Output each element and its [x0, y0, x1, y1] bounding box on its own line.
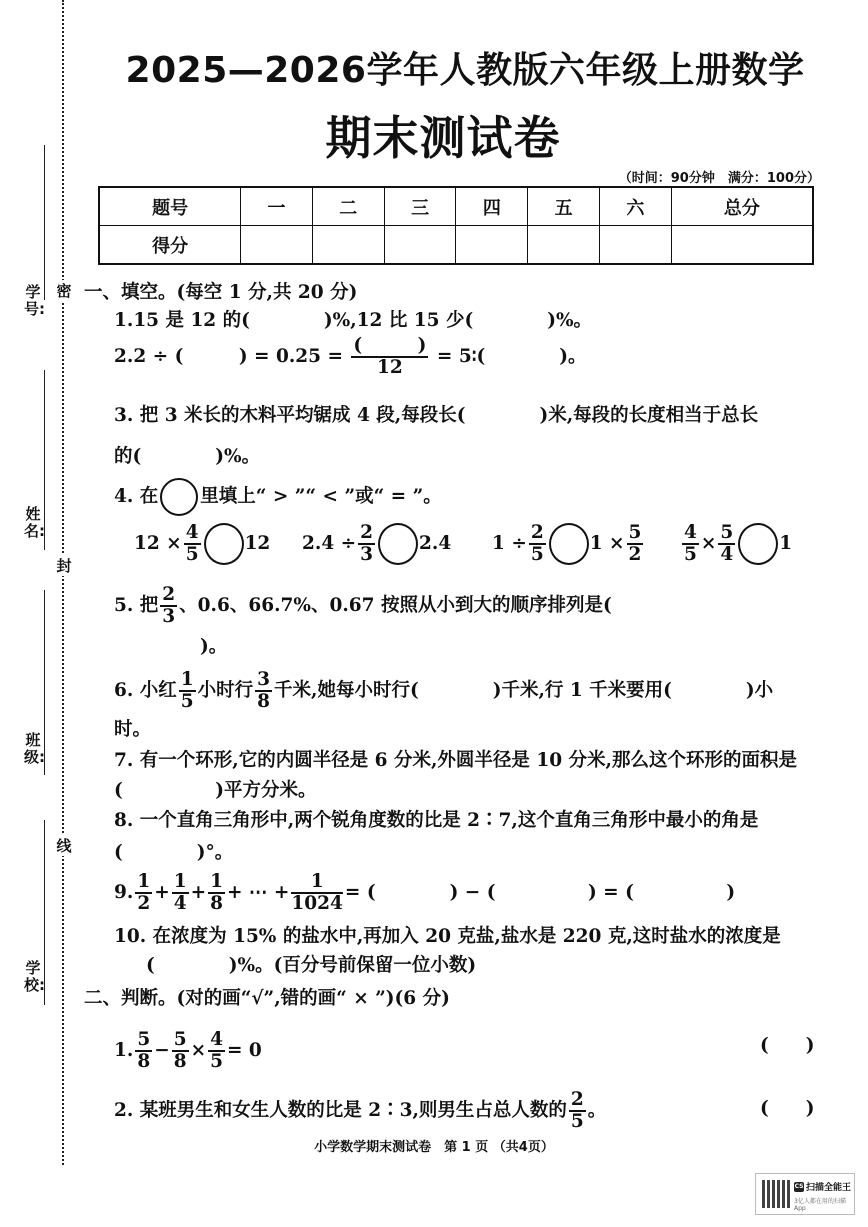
denominator: 2 [137, 893, 151, 914]
denominator: 3 [360, 544, 374, 565]
denominator: 4 [720, 544, 734, 565]
camscanner-logo-icon: CS [794, 1183, 804, 1190]
exam-subtitle: 期末测试卷 [325, 111, 561, 165]
question-3-line1: 3. 把 3 米长的木料平均锯成 4 段,每段长( )米,每段的长度相当于总长 [114, 405, 759, 426]
numerator: 2 [570, 1089, 584, 1110]
circle-blank-icon [160, 478, 198, 516]
judge-1-fraction [208, 1030, 225, 1072]
judge-1-fraction [135, 1030, 152, 1072]
denominator: 5 [210, 1051, 223, 1072]
denominator: 5 [570, 1111, 584, 1132]
compare-circle[interactable] [378, 523, 418, 565]
numerator: 1 [173, 871, 187, 892]
question-9: 9. $\frac{1}{2}$ + $\frac{1}{4}$ + $\frac{1}{8}$ + ⋯ + $\frac{1}{1024}$ = ( ) − ( ) = ( ) [114, 871, 736, 914]
judge-2-text: 。 [587, 1100, 607, 1121]
q9-text: + ⋯ + [226, 882, 290, 903]
question-10-line2: ( )%。(百分号前保留一位小数) [146, 955, 477, 976]
q2-part-a: 2.2 ÷ ( ) = 0.25 = [114, 346, 343, 367]
score-table-col: 一 [241, 187, 313, 226]
denominator: 8 [173, 1051, 187, 1072]
judge-1: 1. $\frac{5}{8}$ − $\frac{5}{8}$ × $\frac{4}{5}$ = 0 [114, 1029, 262, 1072]
denominator: 5 [185, 544, 199, 565]
q6-text: 小时行 [197, 680, 254, 701]
q4-fraction [682, 523, 699, 565]
q9-text: 9. [114, 882, 134, 903]
judge-1-text: = 0 [226, 1040, 262, 1061]
question-6-line2: 时。 [114, 719, 152, 740]
compare-circle[interactable] [204, 523, 244, 565]
judge-2 [114, 1090, 606, 1132]
denominator: 5 [530, 544, 544, 565]
denominator: 8 [137, 1051, 151, 1072]
q4-intro-a: 4. 在 [114, 486, 159, 507]
q5-text: 5. 把 [114, 595, 159, 616]
denominator: 4 [173, 893, 187, 914]
q2-fraction [351, 336, 428, 378]
q4-fraction [627, 523, 644, 565]
numerator: 5 [137, 1029, 151, 1050]
score-table-col: 五 [528, 187, 600, 226]
score-cell[interactable] [599, 226, 671, 265]
q9-fraction [291, 872, 343, 914]
numerator: 1 [137, 871, 151, 892]
question-7-line2: ( )平方分米。 [114, 780, 317, 801]
compare-circle[interactable] [549, 523, 589, 565]
q9-fraction [172, 872, 189, 914]
q4-item-4 [680, 523, 792, 565]
page-footer: 小学数学期末测试卷 第 1 页 （共4页） [314, 1140, 554, 1155]
exam-meta: （时间：90分钟 满分：100分） [618, 171, 820, 186]
q4-fraction [358, 523, 375, 565]
q5-text: 、0.6、66.7%、0.67 按照从小到大的顺序排列是( [179, 595, 612, 616]
q4-item-text: 1 × [589, 533, 625, 554]
student-id-label: 学号: [24, 283, 45, 318]
numerator: 2 [530, 522, 544, 543]
student-id-line [44, 145, 45, 300]
question-6 [114, 670, 773, 712]
numerator: 3 [257, 669, 271, 690]
q9-fraction [208, 872, 225, 914]
q6-text: 6. 小红 [114, 680, 177, 701]
q2-numerator: ( ) [353, 335, 427, 356]
q4-fraction [529, 523, 546, 565]
numerator: 4 [684, 522, 697, 543]
question-7-line1: 7. 有一个环形,它的内圆半径是 6 分米,外圆半径是 10 分米,那么这个环形的面积是 [114, 750, 797, 771]
judge-1-answer-blank[interactable]: ( ) [760, 1035, 815, 1056]
scanner-brand: 扫描全能王 [806, 1183, 852, 1193]
q4-item-text: × [700, 533, 717, 554]
numerator: 5 [173, 1029, 187, 1050]
question-8-line1: 8. 一个直角三角形中,两个锐角度数的比是 2∶7,这个直角三角形中最小的角是 [114, 810, 759, 831]
numerator: 1 [180, 669, 194, 690]
q4-item-text: 2.4 [419, 533, 452, 554]
question-10-line1: 10. 在浓度为 15% 的盐水中,再加入 20 克盐,盐水是 220 克,这时盐水的浓度是 [114, 926, 781, 947]
school-label: 学校: [24, 959, 45, 994]
judge-1-fraction [172, 1030, 189, 1072]
q4-fraction [718, 523, 735, 565]
score-table [98, 186, 814, 265]
score-table-col: 二 [312, 187, 384, 226]
q2-denominator: 12 [377, 357, 403, 378]
exam-title: 2025—2026学年人教版六年级上册数学 [125, 50, 805, 91]
q6-fraction [179, 670, 196, 712]
q6-text: 千米,她每小时行( )千米,行 1 千米要用( )小 [274, 680, 774, 701]
score-table-score-row [99, 226, 813, 265]
question-8-line2: ( )°。 [114, 842, 234, 863]
score-table-col: 六 [599, 187, 671, 226]
seal-char-mi: 密 [56, 282, 72, 300]
section2-title: 二、判断。(对的画“√”,错的画“ × ”)(6 分) [84, 988, 450, 1009]
denominator: 5 [684, 544, 697, 565]
q4-item-text: 12 × [134, 533, 182, 554]
q9-text: = ( ) − ( ) = ( ) [344, 882, 736, 903]
question-4-intro [114, 478, 442, 516]
judge-1-text: 1. [114, 1040, 134, 1061]
score-table-header-label: 题号 [99, 187, 241, 226]
numerator: 4 [210, 1029, 223, 1050]
compare-circle[interactable] [738, 523, 778, 565]
question-1: 1.15 是 12 的( )%,12 比 15 少( )%。 [114, 310, 593, 331]
judge-2-answer-blank[interactable]: ( ) [760, 1098, 815, 1119]
section1-title: 一、填空。(每空 1 分,共 20 分) [84, 282, 358, 303]
score-table-col: 总分 [671, 187, 813, 226]
numerator: 2 [162, 584, 176, 605]
q4-item-1 [134, 523, 270, 565]
q4-item-3 [492, 523, 645, 565]
numerator: 1 [210, 871, 223, 892]
score-cell[interactable] [671, 226, 813, 265]
denominator: 8 [257, 691, 271, 712]
q6-fraction [255, 670, 272, 712]
seal-char-feng: 封 [56, 557, 72, 575]
numerator: 1 [291, 872, 343, 894]
q4-intro-b: 里填上“ > ”“ < ”或“ = ”。 [200, 486, 442, 507]
q4-item-text: 1 [779, 533, 793, 554]
score-table-col: 四 [456, 187, 528, 226]
q4-item-text: 1 ÷ [492, 533, 527, 554]
scanner-watermark [755, 1173, 855, 1215]
q2-part-b: = 5∶( )。 [436, 346, 587, 367]
judge-2-fraction [569, 1090, 586, 1132]
q4-item-text: 12 [244, 533, 271, 554]
score-cell[interactable] [528, 226, 600, 265]
score-table-header-row [99, 187, 813, 226]
score-cell[interactable] [312, 226, 384, 265]
scanner-tagline: 3亿人都在用的扫描App [794, 1198, 846, 1212]
denominator: 3 [162, 606, 176, 627]
denominator: 5 [180, 691, 194, 712]
q4-item-2 [302, 523, 451, 565]
q4-item-text: 2.4 ÷ [302, 533, 357, 554]
question-5 [114, 585, 612, 627]
question-5-line2: )。 [200, 636, 228, 657]
score-cell[interactable] [384, 226, 456, 265]
score-cell[interactable] [241, 226, 313, 265]
score-row-label: 得分 [99, 226, 241, 265]
question-3-line2: 的( )%。 [114, 446, 261, 467]
q5-fraction [160, 585, 177, 627]
score-table-col: 三 [384, 187, 456, 226]
q4-fraction [184, 523, 201, 565]
score-cell[interactable] [456, 226, 528, 265]
binding-dotted-line [62, 0, 64, 1165]
numerator: 4 [185, 522, 199, 543]
seal-char-xian: 线 [56, 837, 72, 855]
qr-code-icon [762, 1180, 790, 1208]
judge-2-text: 2. 某班男生和女生人数的比是 2∶3,则男生占总人数的 [114, 1100, 567, 1121]
numerator: 2 [360, 522, 374, 543]
denominator: 8 [210, 893, 223, 914]
numerator: 5 [720, 522, 734, 543]
denominator: 2 [628, 544, 642, 565]
numerator: 5 [628, 522, 642, 543]
question-2 [114, 336, 587, 378]
q9-fraction [135, 872, 152, 914]
class-label: 班级: [24, 731, 45, 766]
denominator: 1024 [291, 893, 343, 914]
name-label: 姓名: [24, 505, 45, 540]
